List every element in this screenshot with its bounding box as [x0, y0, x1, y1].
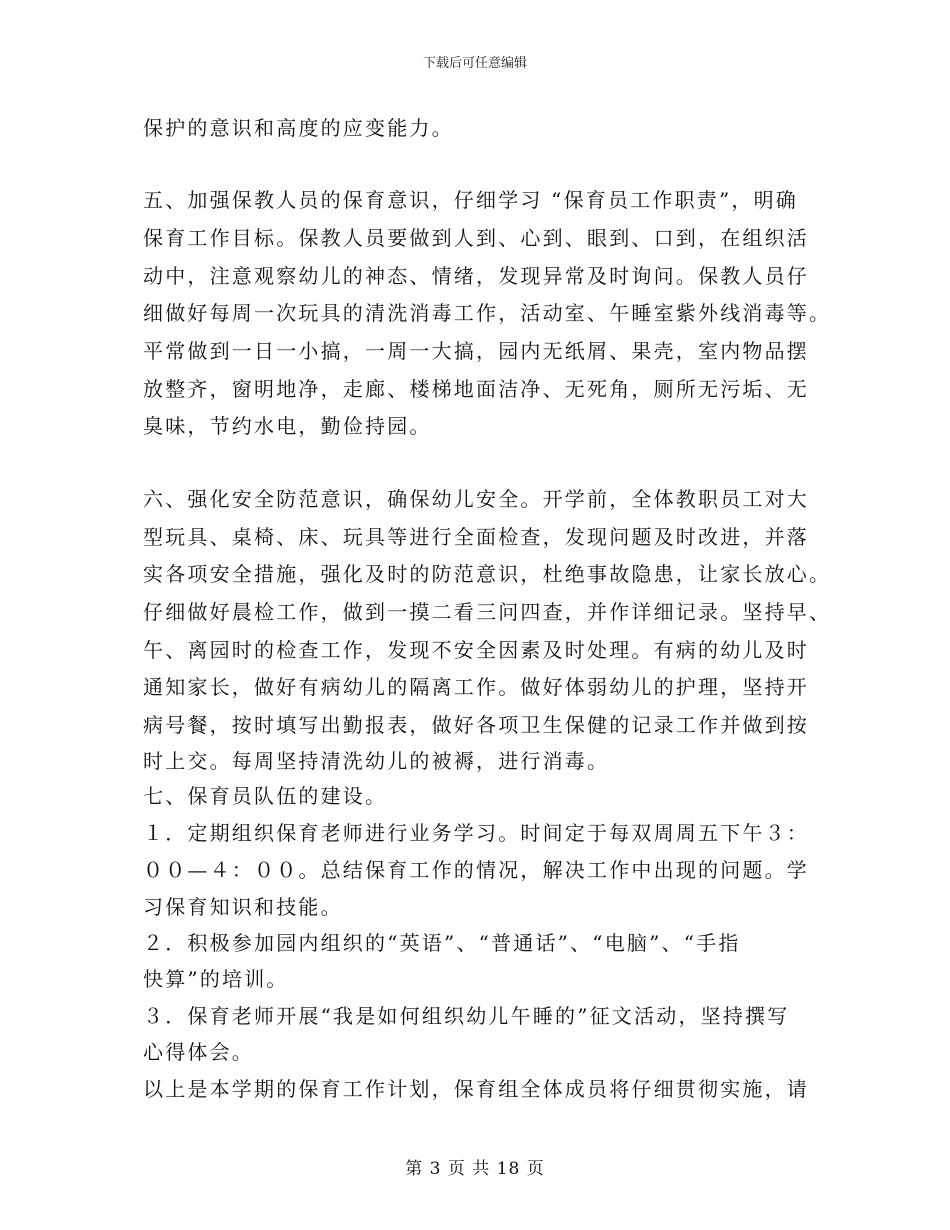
text-line: 五、加强保教人员的保育意识，仔细学习 “保育员工作职责”，明确 — [143, 188, 799, 212]
text-line: 细做好每周一次玩具的清洗消毒工作，活动室、午睡室紫外线消毒等。 — [143, 301, 832, 325]
text-line: 通知家长，做好有病幼儿的隔离工作。做好体弱幼儿的护理，坚持开 — [143, 675, 809, 699]
text-line: ２．积极参加园内组织的“英语”、“普通话”、“电脑”、“手指 — [143, 931, 741, 955]
text-line: ００—４：００。总结保育工作的情况，解决工作中出现的问题。学 — [143, 858, 809, 882]
text-line: 保育工作目标。保教人员要做到人到、心到、眼到、口到，在组织活 — [143, 226, 809, 250]
text-line: 放整齐，窗明地净，走廊、楼梯地面洁净、无死角，厕所无污垢、无 — [143, 377, 809, 401]
page-header: 下载后可任意编辑 — [422, 56, 527, 71]
text-line: ３．保育老师开展“我是如何组织幼儿午睡的”征文活动，坚持撰写 — [143, 1004, 790, 1028]
text-line: 动中，注意观察幼儿的神态、情绪，发现异常及时询问。保教人员仔 — [143, 264, 809, 288]
text-line: 保护的意识和高度的应变能力。 — [143, 116, 454, 140]
section-heading: 七、保育员队伍的建设。 — [143, 784, 388, 808]
text-line: １．定期组织保育老师进行业务学习。时间定于每双周周五下午３： — [143, 821, 809, 845]
text-line: 以上是本学期的保育工作计划，保育组全体成员将仔细贯彻实施，请 — [143, 1077, 809, 1101]
text-line: 仔细做好晨检工作，做到一摸二看三问四查，并作详细记录。坚持早、 — [143, 600, 832, 624]
text-line: 快算”的培训。 — [143, 967, 289, 991]
text-line: 实各项安全措施，强化及时的防范意识，杜绝事故隐患，让家长放心。 — [143, 562, 832, 586]
page-footer: 第 3 页 共 18 页 — [405, 1159, 545, 1179]
text-line: 午、离园时的检查工作，发现不安全因素及时处理。有病的幼儿及时 — [143, 638, 809, 662]
text-line: 时上交。每周坚持清洗幼儿的被褥，进行消毒。 — [143, 749, 610, 773]
text-line: 六、强化安全防范意识，确保幼儿安全。开学前，全体教职员工对大 — [143, 487, 809, 511]
text-line: 病号餐，按时填写出勤报表，做好各项卫生保健的记录工作并做到按 — [143, 713, 809, 737]
text-line: 习保育知识和技能。 — [143, 895, 343, 919]
text-line: 平常做到一日一小搞，一周一大搞，园内无纸屑、果壳，室内物品摆 — [143, 339, 809, 363]
text-line: 臭味，节约水电，勤俭持园。 — [143, 414, 432, 438]
text-line: 心得体会。 — [143, 1040, 254, 1064]
text-line: 型玩具、桌椅、床、玩具等进行全面检查，发现问题及时改进，并落 — [143, 525, 809, 549]
